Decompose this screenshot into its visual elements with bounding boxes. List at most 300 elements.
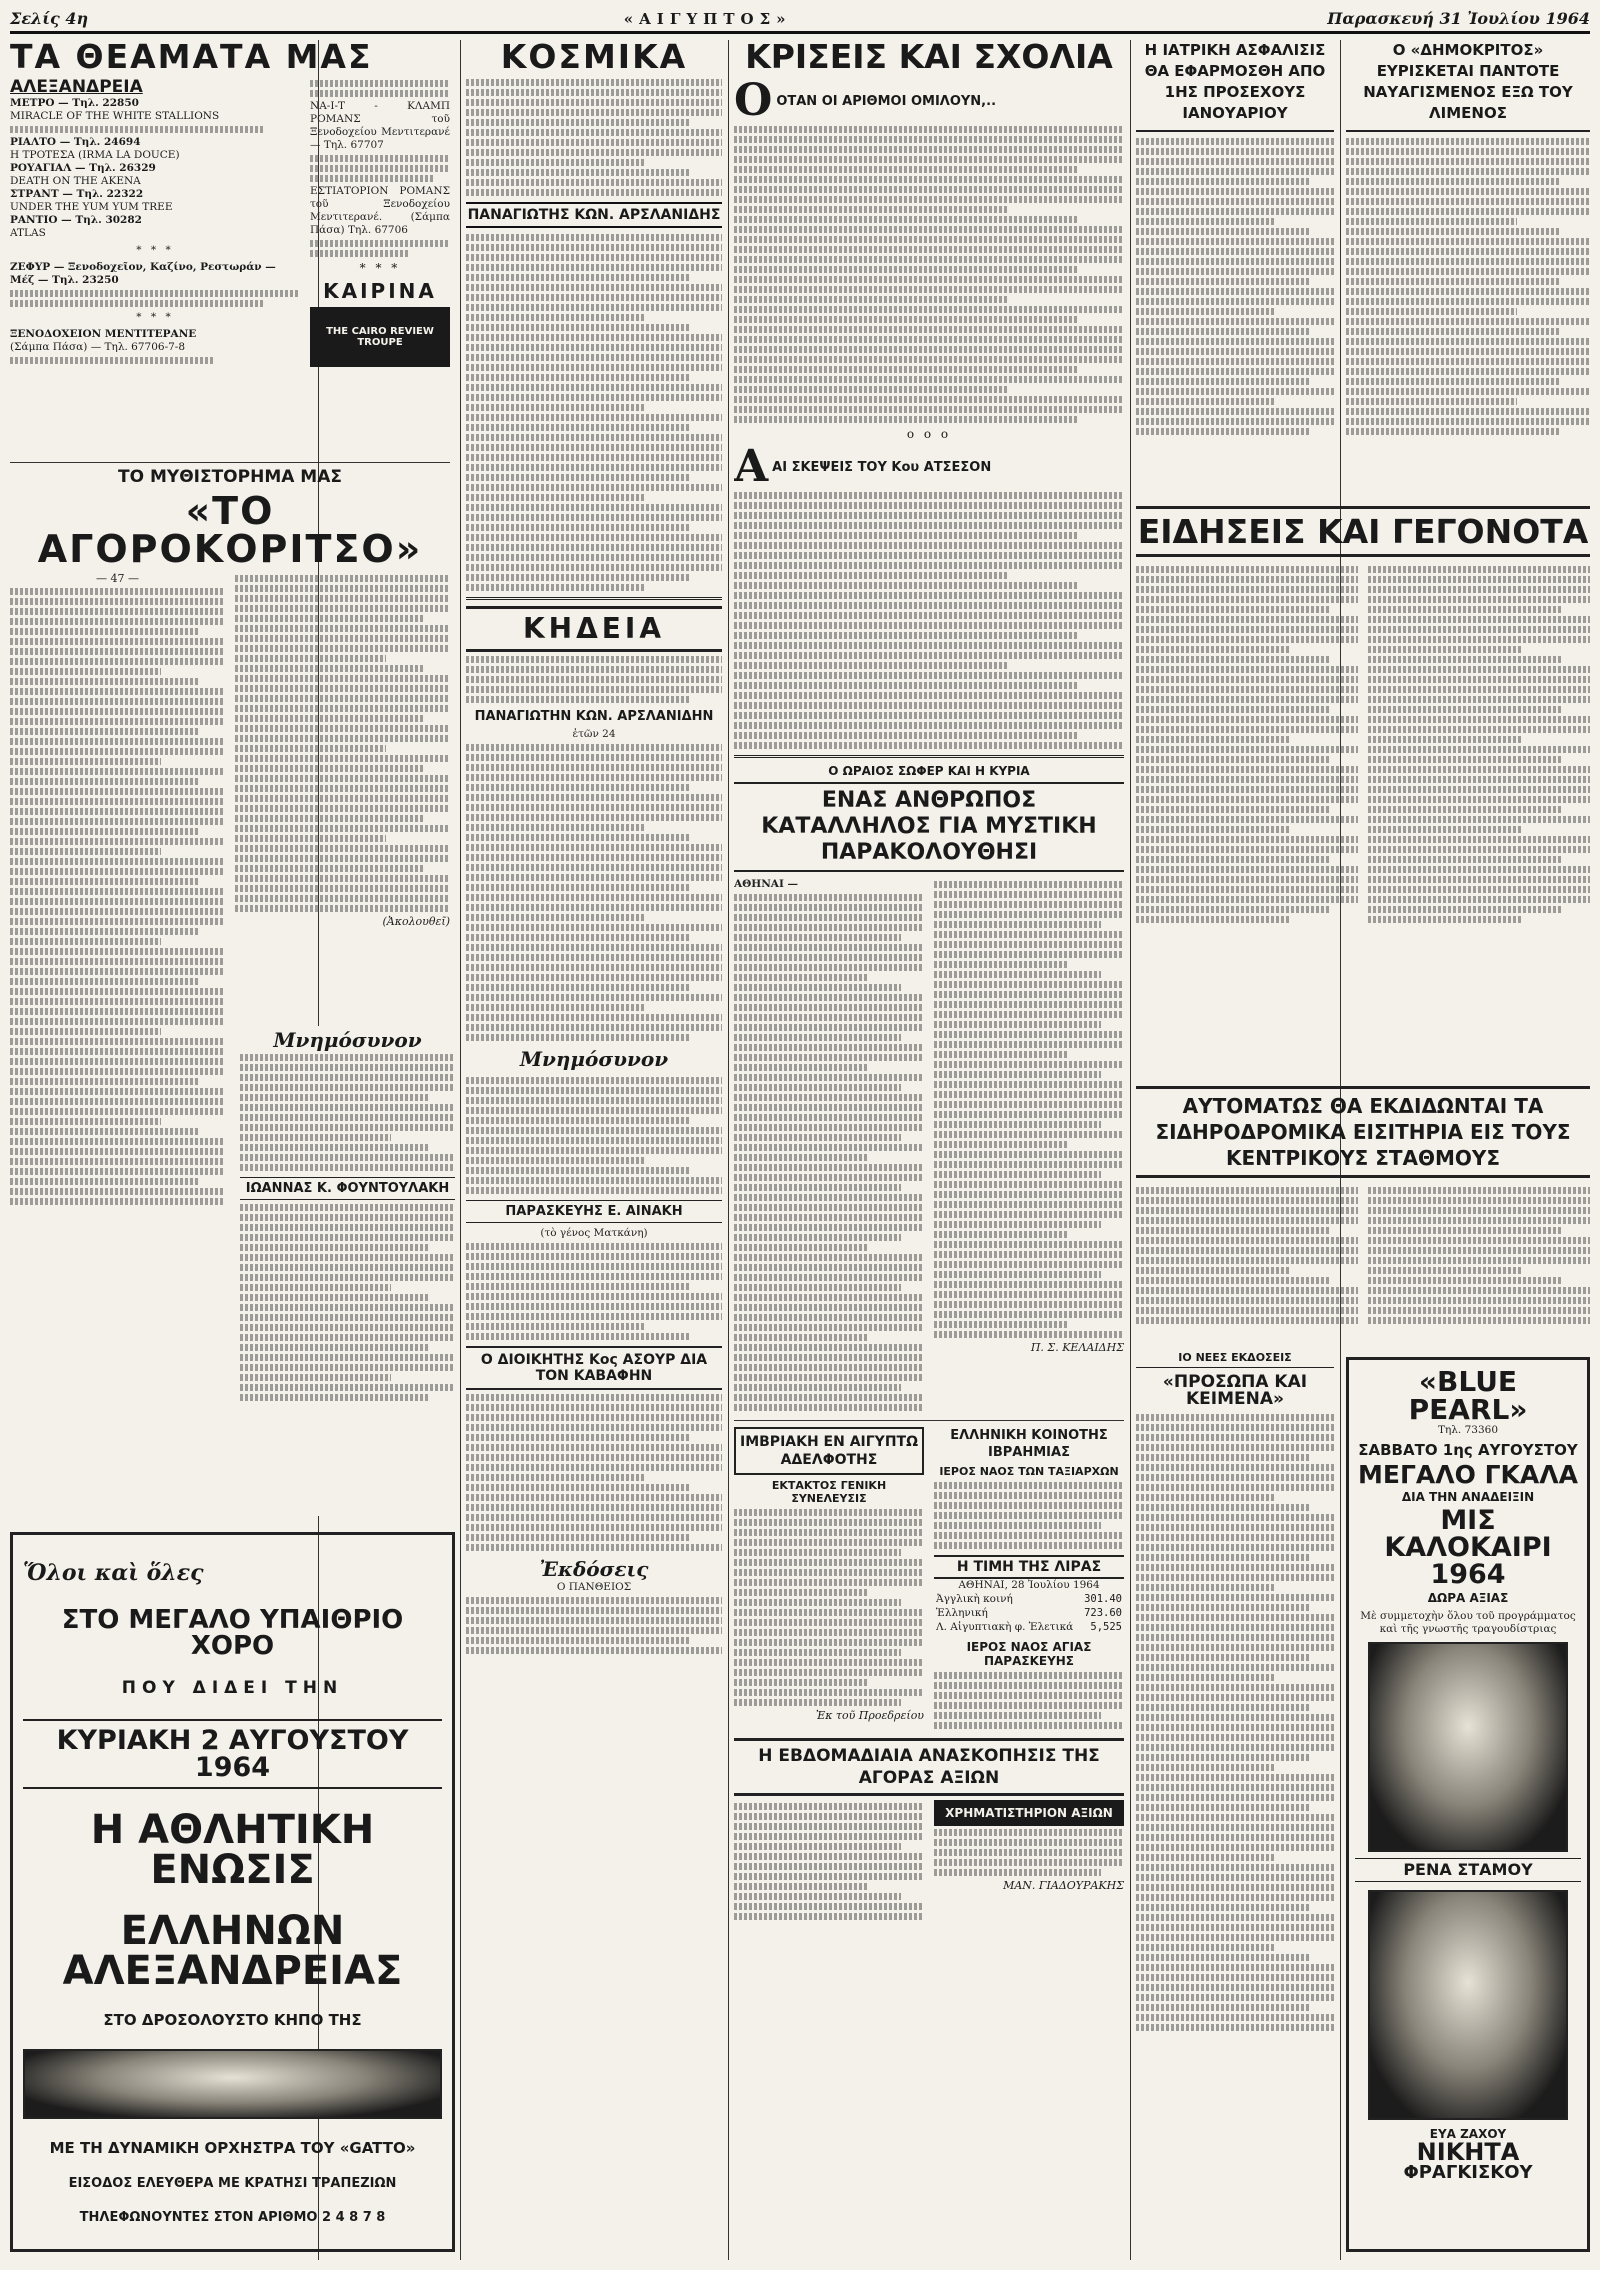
text-line <box>1136 308 1275 315</box>
singer2-pre: ΕΥΑ ΖΑΧΟΥ <box>1429 2127 1507 2141</box>
text-line <box>734 296 1007 303</box>
rail-section <box>1136 1086 1590 1346</box>
text-line <box>10 1028 161 1035</box>
text-line <box>734 1264 924 1271</box>
text-line <box>10 1038 225 1045</box>
text-line <box>466 544 722 551</box>
text-line <box>734 622 1124 629</box>
lira-table <box>934 1592 1124 1634</box>
text-line <box>10 738 225 745</box>
text-line <box>240 1204 455 1211</box>
text-line <box>734 1913 924 1920</box>
text-line <box>466 1514 722 1521</box>
text-line <box>1136 1474 1334 1481</box>
text-line <box>235 665 424 672</box>
text-line <box>466 324 691 331</box>
mnimosyno1-title: Μνημόσυνον <box>273 1028 422 1052</box>
text-line <box>466 1137 722 1144</box>
text-line <box>235 815 424 822</box>
text-line <box>734 1659 924 1666</box>
listing-item: ΡΟΥΑΓΙΑΛ — Τηλ. 26329 <box>10 162 156 174</box>
text-line <box>466 1087 722 1094</box>
text-line <box>1368 636 1590 643</box>
text-line <box>934 1512 1124 1519</box>
text-line <box>10 1058 225 1065</box>
text-line <box>1346 238 1590 245</box>
text-line <box>934 1291 1124 1298</box>
text-line <box>734 984 901 991</box>
text-line <box>466 1394 722 1401</box>
text-line <box>466 1273 722 1280</box>
text-line <box>1136 138 1334 145</box>
text-line <box>235 885 450 892</box>
kairina-title: ΚΑΙΡΙΝΑ <box>323 279 437 303</box>
mnimosyno2-title: Μνημόσυνον <box>519 1047 669 1071</box>
text-line <box>734 1044 924 1051</box>
text-line <box>1346 218 1517 225</box>
text-line <box>1136 1287 1358 1294</box>
text-line <box>466 1454 722 1461</box>
text-line <box>235 905 450 912</box>
text-line <box>1136 686 1358 693</box>
text-line <box>734 376 1124 383</box>
text-line <box>934 981 1124 988</box>
text-line <box>235 845 450 852</box>
text-line <box>466 584 645 591</box>
text-line <box>734 226 1124 233</box>
text-line <box>1346 288 1590 295</box>
text-line <box>466 784 691 791</box>
text-line <box>934 1281 1124 1288</box>
text-line <box>1368 696 1590 703</box>
koinotis-title: ΕΛΛΗΝΙΚΗ ΚΟΙΝΟΤΗΣ ΙΒΡΑΗΜΙΑΣ <box>950 1428 1108 1460</box>
text-line <box>10 728 199 735</box>
text-line <box>934 1522 1101 1529</box>
text-line <box>1136 288 1334 295</box>
to-be-continued: (Ἀκολουθεῖ) <box>382 915 450 928</box>
text-line <box>734 416 1077 423</box>
text-line <box>1136 646 1291 653</box>
text-line <box>235 805 450 812</box>
text-line <box>734 1863 924 1870</box>
text-line <box>466 904 722 911</box>
text-line <box>734 206 1007 213</box>
text-line <box>1136 1764 1275 1771</box>
text-line <box>466 954 722 961</box>
text-line <box>466 434 722 441</box>
text-line <box>240 1354 455 1361</box>
text-line <box>734 1803 924 1810</box>
text-line <box>734 502 1124 509</box>
text-line <box>734 1384 901 1391</box>
text-line <box>1346 198 1590 205</box>
text-line <box>1136 198 1334 205</box>
text-line <box>10 1158 225 1165</box>
text-line <box>466 984 691 991</box>
text-line <box>1136 218 1275 225</box>
text-line <box>1368 626 1590 633</box>
text-line <box>734 994 924 1001</box>
text-line <box>734 1823 924 1830</box>
text-line <box>235 605 450 612</box>
text-line <box>235 775 450 782</box>
insurance-title: Η ΙΑΤΡΙΚΗ ΑΣΦΑΛΙΣΙΣ ΘΑ ΕΦΑΡΜΟΣΘΗ ΑΠΟ 1ΗΣ ΠΡΟΣΕΧΟΥΣ ΙΑΝΟΥΑΡΙΟΥ <box>1136 40 1334 132</box>
table-row: Ἑλληνική 723.60 <box>936 1607 1122 1619</box>
text-line <box>1136 318 1334 325</box>
text-line <box>235 765 424 772</box>
text-line <box>1136 856 1331 863</box>
text-line <box>466 696 691 703</box>
text-line <box>1136 1574 1334 1581</box>
text-line <box>240 1294 429 1301</box>
text-line <box>1346 148 1590 155</box>
text-line <box>734 522 1124 529</box>
text-line <box>466 1014 722 1021</box>
text-line <box>734 582 1077 589</box>
text-line <box>1368 706 1563 713</box>
text-line <box>734 1284 901 1291</box>
text-line <box>1346 318 1590 325</box>
text-line <box>734 1629 924 1636</box>
text-line <box>1136 2024 1334 2031</box>
text-line <box>1136 1504 1310 1511</box>
listing-item: UNDER THE YUM YUM TREE <box>10 201 173 213</box>
text-line <box>466 304 722 311</box>
text-line <box>734 602 1124 609</box>
text-line <box>235 705 450 712</box>
text-line <box>1136 716 1358 723</box>
text-line <box>734 1599 901 1606</box>
text-line <box>466 1597 722 1604</box>
text-line <box>10 918 225 925</box>
text-line <box>1136 418 1334 425</box>
text-line <box>1136 1714 1334 1721</box>
text-line <box>466 179 722 186</box>
text-line <box>1136 566 1358 573</box>
text-line <box>466 169 691 176</box>
text-line <box>934 1311 1124 1318</box>
text-line <box>10 838 225 845</box>
text-line <box>240 1254 455 1261</box>
text-line <box>734 1394 924 1401</box>
listing-item: DEATH ON THE AKENA <box>10 175 141 187</box>
text-line <box>10 1178 199 1185</box>
text-line <box>734 532 1077 539</box>
text-line <box>734 146 1124 153</box>
text-line <box>734 1274 924 1281</box>
text-line <box>10 818 225 825</box>
text-line <box>734 1679 867 1686</box>
text-line <box>734 1689 924 1696</box>
text-line <box>734 346 1124 353</box>
text-line <box>1368 746 1590 753</box>
text-line <box>466 264 722 271</box>
kideia-title: ΚΗΔΕΙΑ <box>466 606 722 652</box>
text-line <box>734 1144 924 1151</box>
text-line <box>1136 258 1334 265</box>
mnimosyno2-name: ΠΑΡΑΣΚΕΥΗΣ Ε. ΑΙΝΑΚΗ <box>466 1200 722 1223</box>
dance-ad <box>10 1526 455 2256</box>
text-line <box>934 1061 1124 1068</box>
text-line <box>1346 368 1590 375</box>
text-line <box>10 1138 225 1145</box>
text-line <box>235 875 450 882</box>
text-line <box>466 676 722 683</box>
text-line <box>466 774 722 781</box>
text-line <box>734 1699 901 1706</box>
text-line <box>734 592 1124 599</box>
text-line <box>734 1883 867 1890</box>
text-line <box>1136 298 1334 305</box>
text-line <box>466 1464 722 1471</box>
text-line <box>466 504 722 511</box>
text-line <box>466 484 722 491</box>
text-line <box>1136 328 1310 335</box>
text-line <box>1368 586 1590 593</box>
text-line <box>466 834 691 841</box>
text-line <box>466 1494 722 1501</box>
text-line <box>1136 636 1358 643</box>
text-line <box>466 404 645 411</box>
text-line <box>466 1544 722 1551</box>
text-line <box>1368 756 1563 763</box>
text-line <box>466 914 645 921</box>
text-line <box>734 542 1124 549</box>
text-line <box>1368 1317 1590 1324</box>
kosmika-column <box>466 40 722 2260</box>
text-line <box>1136 1554 1310 1561</box>
text-line <box>1136 1814 1334 1821</box>
text-line <box>1136 1954 1310 1961</box>
text-line <box>734 1529 924 1536</box>
text-line <box>1136 1257 1358 1264</box>
ad-date: ΚΥΡΙΑΚΗ 2 ΑΥΓΟΥΣΤΟΥ 1964 <box>23 1719 442 1789</box>
text-line <box>466 1293 722 1300</box>
text-line <box>240 1214 455 1221</box>
text-line <box>1136 726 1358 733</box>
text-line <box>734 316 1077 323</box>
text-line <box>1136 1454 1310 1461</box>
text-line <box>1368 616 1590 623</box>
text-line <box>235 575 450 582</box>
text-line <box>1136 378 1310 385</box>
text-line <box>734 1194 924 1201</box>
text-line <box>10 1118 161 1125</box>
text-line <box>466 79 722 86</box>
text-line <box>934 1492 1124 1499</box>
obituary-heading: ΠΑΝΑΓΙΩΤΗΣ ΚΩΝ. ΑΡΣΛΑΝΙΔΗΣ <box>466 202 722 228</box>
text-line <box>934 1161 1124 1168</box>
text-line <box>1368 1287 1590 1294</box>
text-line <box>734 612 1124 619</box>
text-line <box>466 804 722 811</box>
text-line <box>1136 896 1358 903</box>
text-line <box>1136 1974 1334 1981</box>
text-line <box>466 234 722 241</box>
text-line <box>734 1364 924 1371</box>
text-line <box>1346 408 1590 415</box>
text-line <box>1368 846 1590 853</box>
text-line <box>934 1021 1101 1028</box>
text-line <box>466 1524 722 1531</box>
text-line <box>1136 1624 1334 1631</box>
text-line <box>240 1244 429 1251</box>
garden-picture <box>23 2049 442 2119</box>
theatres-title: ΤΑ ΘΕΑΜΑΤΑ ΜΑΣ <box>10 40 373 76</box>
text-line <box>1136 866 1358 873</box>
text-line <box>240 1114 455 1121</box>
text-line <box>1346 418 1590 425</box>
text-line <box>10 928 199 935</box>
text-line <box>466 254 722 261</box>
text-line <box>934 1482 1124 1489</box>
text-line <box>466 284 722 291</box>
listing-item: ΡΙΑΛΤΟ — Τηλ. 24694 <box>10 136 141 148</box>
text-line <box>10 998 225 1005</box>
text-line <box>1346 328 1561 335</box>
text-line <box>1136 1704 1310 1711</box>
kriseis-title: ΚΡΙΣΕΙΣ ΚΑΙ ΣΧΟΛΙΑ <box>745 40 1113 76</box>
text-line <box>934 1829 1124 1836</box>
text-line <box>934 1121 1101 1128</box>
text-line <box>734 1334 867 1341</box>
text-line <box>934 1191 1124 1198</box>
ad-line2: ΠΟΥ ΔΙΔΕΙ ΤΗΝ <box>121 1678 344 1699</box>
text-line <box>934 1071 1101 1078</box>
text-line <box>934 1321 1067 1328</box>
text-line <box>734 894 924 901</box>
text-line <box>934 1542 1124 1549</box>
swofer-kicker: Ο ΩΡΑΙΟΣ ΣΩΦΕΡ ΚΑΙ Η ΚΥΡΙΑ <box>828 764 1030 778</box>
text-line <box>466 1187 722 1194</box>
text-line <box>734 1204 924 1211</box>
text-line <box>734 386 1007 393</box>
text-line <box>10 748 225 755</box>
text-line <box>466 444 722 451</box>
text-line <box>10 628 199 635</box>
text-line <box>934 951 1124 958</box>
text-line <box>240 1154 455 1161</box>
text-line <box>934 1692 1124 1699</box>
text-line <box>1136 1984 1334 1991</box>
text-line <box>734 944 924 951</box>
text-line <box>734 1404 924 1411</box>
text-line <box>934 1151 1124 1158</box>
text-line <box>734 286 1124 293</box>
text-line <box>466 189 722 196</box>
text-line <box>1136 756 1331 763</box>
text-line <box>734 136 1124 143</box>
listing-item: ΖΕΦΥΡ — Ξενοδοχεῖον, Καζίνο, Ρεστωράν — Μέζ — Τηλ. 23250 <box>10 261 276 286</box>
text-line <box>466 944 722 951</box>
text-line <box>734 954 924 961</box>
text-line <box>734 1354 924 1361</box>
text-line <box>466 1147 722 1154</box>
text-line <box>934 1241 1124 1248</box>
listing-item: MIRACLE OF THE WHITE STALLIONS <box>10 110 220 122</box>
text-line <box>466 844 722 851</box>
swofer-title: ΕΝΑΣ ΑΝΘΡΩΠΟΣ ΚΑΤΑΛΛΗΛΟΣ ΓΙΑ ΜΥΣΤΙΚΗ ΠΑΡΑΚΟΛΟΥΘΗΣΙ <box>734 782 1124 872</box>
text-line <box>10 988 225 995</box>
text-line <box>466 1637 691 1644</box>
text-line <box>1136 1964 1334 1971</box>
text-line <box>240 1284 391 1291</box>
text-line <box>734 326 1124 333</box>
text-line <box>10 948 225 955</box>
text-line <box>1136 596 1358 603</box>
text-line <box>1136 1494 1275 1501</box>
text-line <box>734 562 1124 569</box>
text-line <box>10 938 161 945</box>
text-line <box>1136 766 1358 773</box>
text-line <box>734 236 1124 243</box>
text-line <box>734 1619 924 1626</box>
text-line <box>466 354 722 361</box>
text-line <box>734 662 1007 669</box>
demokritos-column <box>1346 40 1590 510</box>
text-line <box>1136 1604 1310 1611</box>
text-line <box>1136 1904 1310 1911</box>
text-line <box>934 1201 1124 1208</box>
ad-org1: Η ΑΘΛΗΤΙΚΗ ΕΝΩΣΙΣ <box>90 1807 375 1894</box>
ad-line1: ΣΤΟ ΜΕΓΑΛΟ ΥΠΑΙΘΡΙΟ ΧΟΡΟ <box>61 1605 404 1662</box>
text-line <box>1346 228 1561 235</box>
text-line <box>734 1224 924 1231</box>
singer-photo-1 <box>1368 1642 1568 1852</box>
text-line <box>235 725 450 732</box>
text-line <box>240 1084 455 1091</box>
text-line <box>466 744 722 751</box>
text-line <box>466 934 691 941</box>
text-line <box>734 632 1077 639</box>
text-line <box>235 855 450 862</box>
text-line <box>10 848 161 855</box>
listing-right-2: ΕΣΤΙΑΤΟΡΙΟΝ ΡΟΜΑΝΣ τοῦ Ξενοδοχείου Μεντιτερανέ. (Σάμπα Πάσα) Τηλ. 67706 <box>310 185 450 236</box>
text-line <box>1368 836 1590 843</box>
masthead: «ΑΙΓΥΠΤΟΣ» <box>623 9 792 28</box>
text-line <box>734 256 1124 263</box>
page-number: Σελίς 4η <box>10 9 89 28</box>
text-line <box>466 1313 722 1320</box>
city-heading: ΑΛΕΞΑΝΔΡΕΙΑ <box>10 77 143 97</box>
text-line <box>235 795 450 802</box>
text-line <box>466 494 645 501</box>
ad-phone: ΤΗΛΕΦΩΝΟΥΝΤΕΣ ΣΤΟΝ ΑΡΙΘΜΟ 2 4 8 7 8 <box>79 2210 386 2226</box>
text-line <box>466 129 722 136</box>
text-line <box>934 1502 1124 1509</box>
text-line <box>1136 846 1358 853</box>
text-line <box>10 1198 225 1205</box>
text-line <box>240 1344 429 1351</box>
text-line <box>10 908 225 915</box>
text-line <box>466 1617 722 1624</box>
text-line <box>1368 1207 1590 1214</box>
text-line <box>1136 428 1310 435</box>
text-line <box>1136 576 1358 583</box>
text-line <box>1136 1864 1334 1871</box>
text-line <box>1136 1277 1331 1284</box>
text-line <box>466 564 722 571</box>
text-line <box>466 1263 722 1270</box>
text-line <box>734 692 1124 699</box>
theatre-listings: ΜΕΤΡΟ — Τηλ. 22850 MIRACLE OF THE WHITE STALLIONS ΡΙΑΛΤΟ — Τηλ. 24694 Η ΤΡΟΤΕΣΑ (IRMA LA DOUCE) ΡΟΥΑΓΙΑΛ — Τηλ. 26329 DEATH ON THE AKENA ΣΤΡΑΝΤ — Τηλ. 22322 UNDER THE YUM YUM TREE ΡΑΝΤΙΟ — Τηλ. 30282 ATLAS * * * ΖΕΦΥΡ — Ξενοδοχεῖον, Καζίνο, Ρεστωράν — Μέζ — Τηλ. 23250 * * * ΞΕΝΟΔΟΧΕΙΟΝ ΜΕΝΤΙΤΕΡΑΝΕ (Σάμπα Πάσα) — Τηλ. 67706-7-8 <box>10 97 300 364</box>
text-line <box>1136 1297 1358 1304</box>
kriseis-second: ΑΙ ΣΚΕΨΕΙΣ ΤΟΥ Κου ΑΤΣΕΣΟΝ <box>772 459 992 475</box>
text-line <box>240 1274 455 1281</box>
text-line <box>1368 656 1563 663</box>
text-line <box>934 1141 1067 1148</box>
text-line <box>734 1104 924 1111</box>
